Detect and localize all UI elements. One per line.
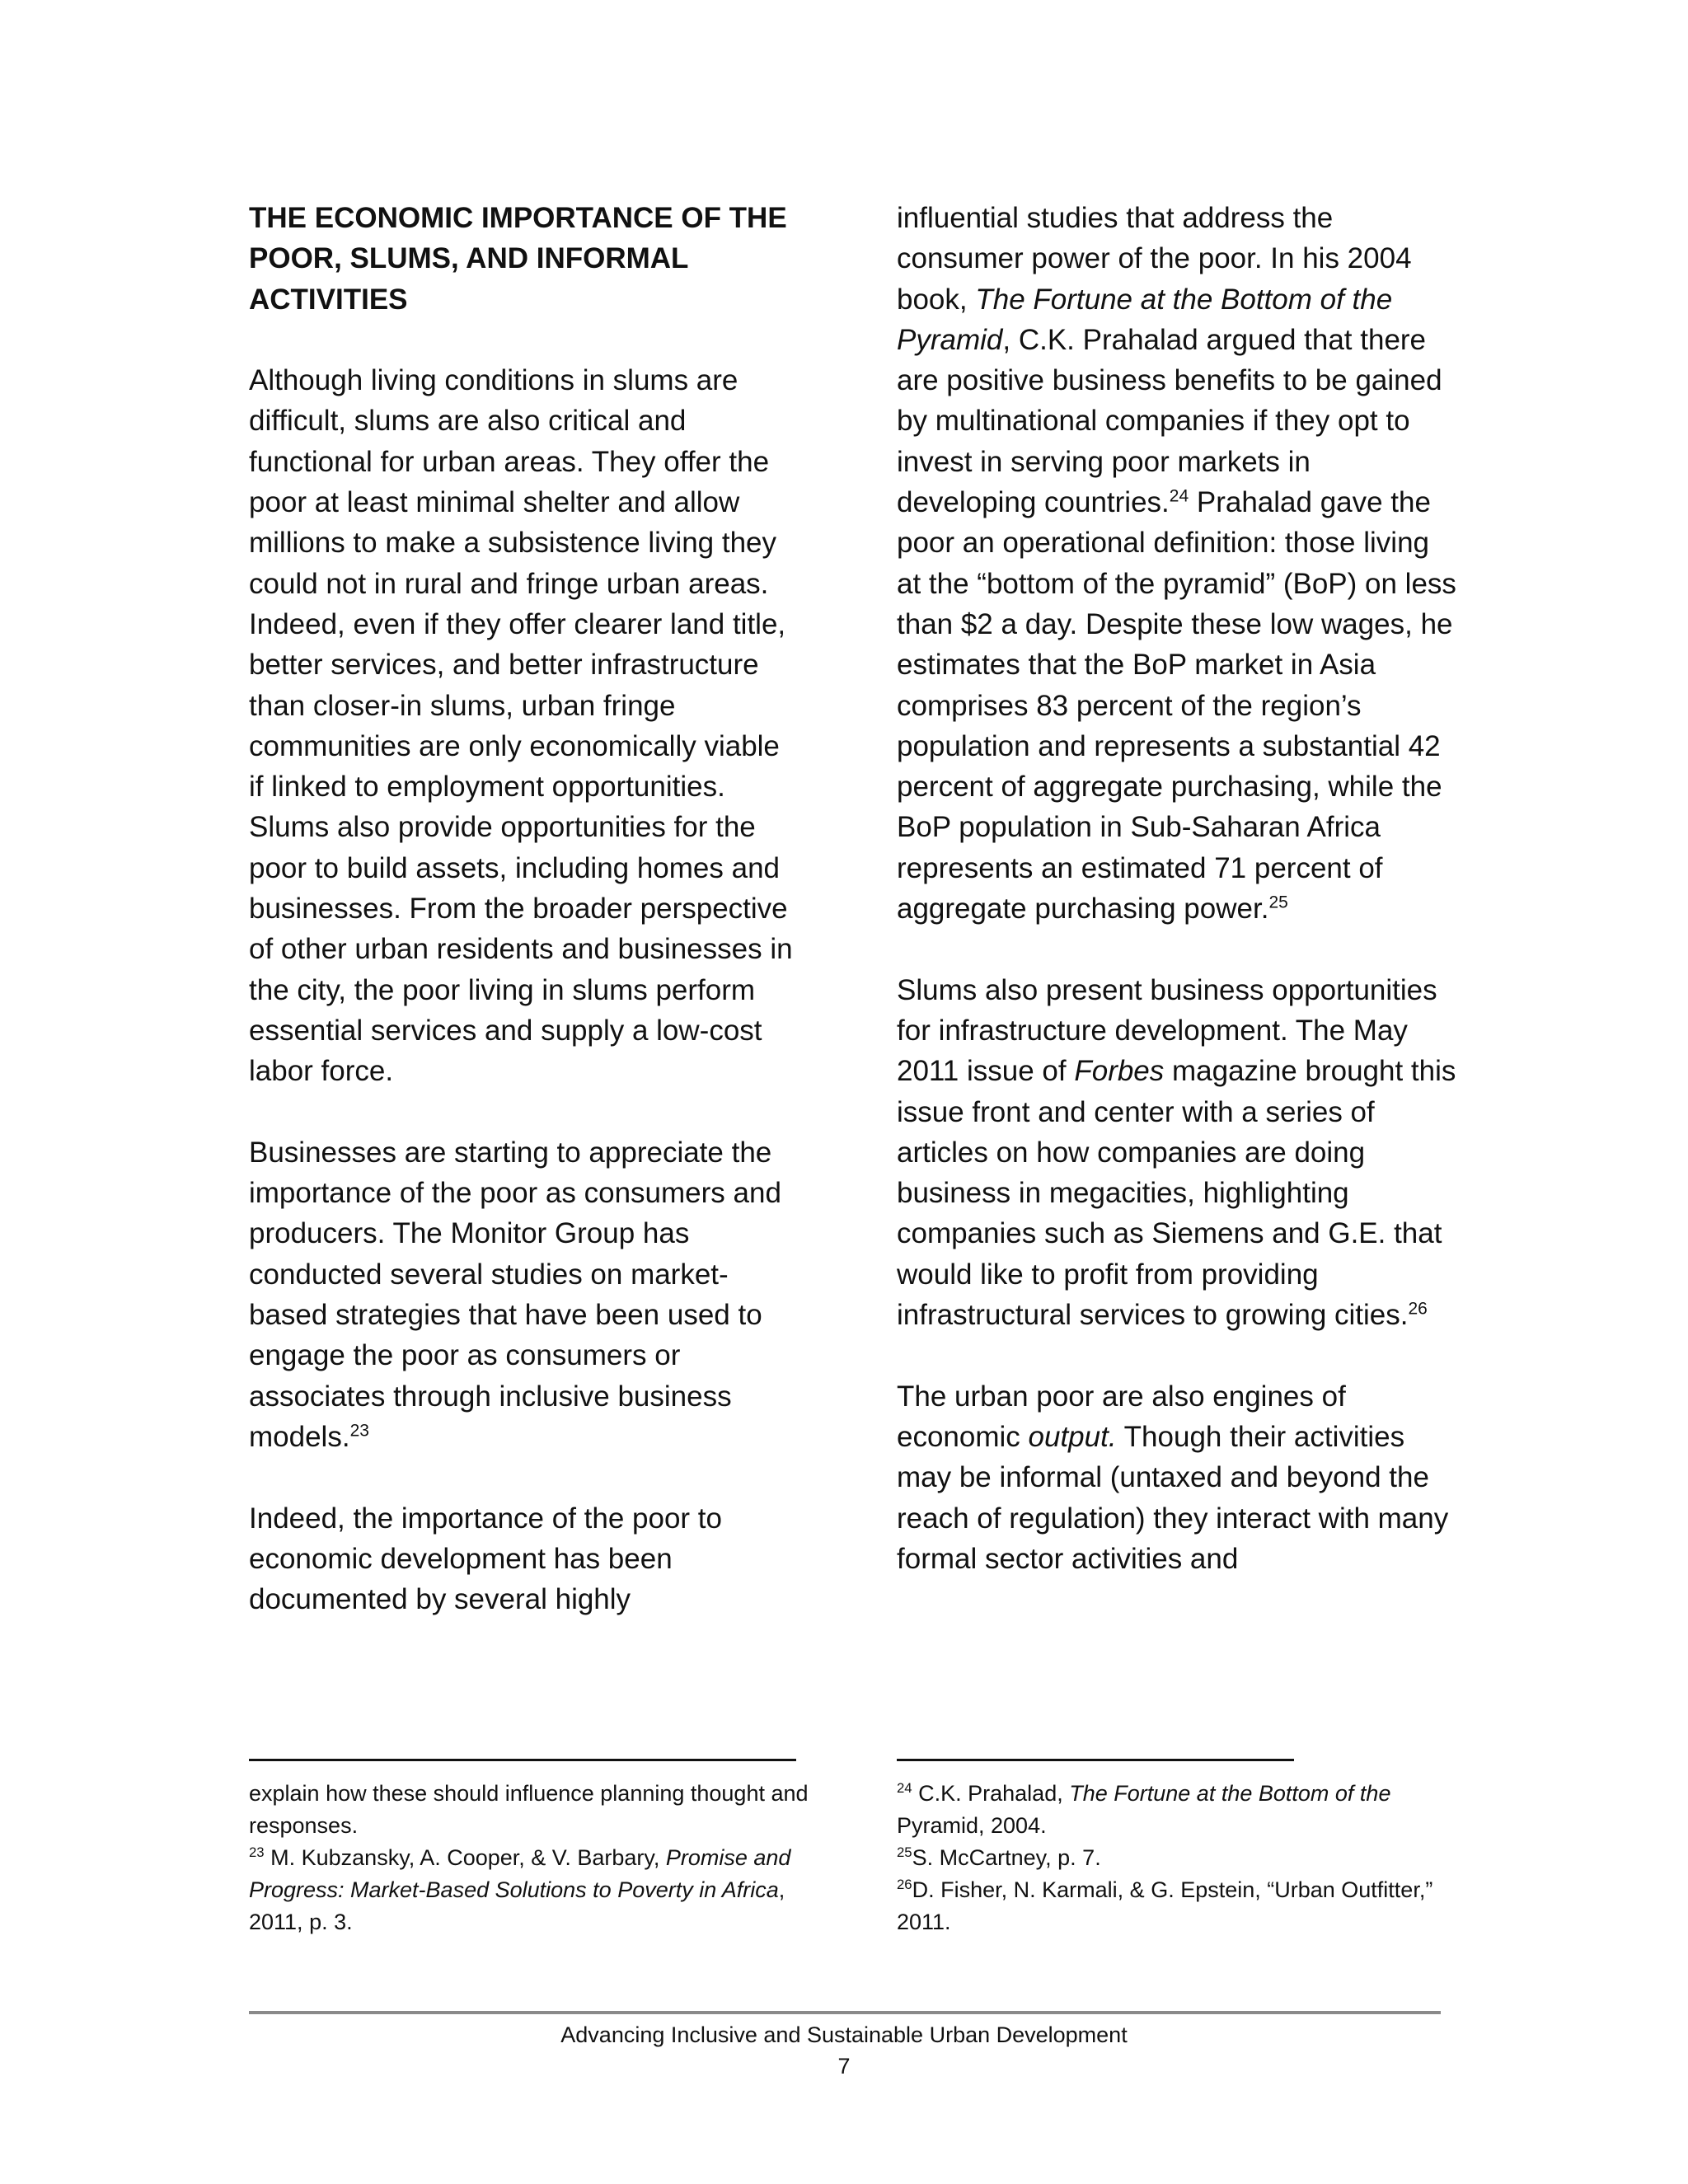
footnotes-left — [249, 1778, 809, 1938]
right-paragraph-2 — [897, 970, 1457, 1336]
footnote-26-text: D. Fisher, N. Karmali, & G. Epstein, “Urban Outfitter,” 2011. — [897, 1877, 1433, 1934]
footnote-25-number: 25 — [897, 1844, 912, 1860]
footnote-ref-25[interactable]: 25 — [1268, 893, 1288, 912]
footnote-23 — [249, 1842, 809, 1938]
footnote-23-title: Promise and Progress: Market-Based Solutions to Poverty in Africa — [249, 1845, 791, 1902]
right-paragraph-3 — [897, 1376, 1457, 1579]
right-p2-text-b: magazine brought this issue front and center with a series of articles on how companies are doing business in megacities, highlighting companies such as Siemens and G.E. that would like to profit from providing infrastructural services to growing cities. — [897, 1055, 1456, 1332]
section-heading: THE ECONOMIC IMPORTANCE OF THE POOR, SLUMS, AND INFORMAL ACTIVITIES — [249, 202, 787, 316]
left-paragraph-1: Although living conditions in slums are difficult, slums are also critical and functional for urban areas. They offer the poor at least minimal shelter and allow millions to make a subsistence living they could not in rural and fringe urban areas. Indeed, even if they offer clearer land title, better services, and better infrastructure than closer-in slums, urban fringe communities are only economically viable if linked to employment opportunities. Slums also provide opportunities for the poor to build assets, including homes and businesses. From the broader perspective of other urban residents and businesses in the city, the poor living in slums perform essential services and supply a low-cost labor force. — [249, 364, 793, 1088]
footnote-divider-right — [897, 1759, 1294, 1761]
footnote-26 — [897, 1874, 1474, 1938]
book-title: The Fortune at the Bottom of the Pyramid — [897, 283, 1393, 356]
footnote-23-text-b: , 2011, p. 3. — [249, 1877, 785, 1934]
left-paragraph-3: Indeed, the importance of the poor to economic development has been documented by several highly — [249, 1502, 722, 1616]
right-p3-text-b: Though their activities may be informal (untaxed and beyond the reach of regulation) they interact with many formal sector activities and — [897, 1420, 1449, 1575]
footnote-25-text: S. McCartney, p. 7. — [912, 1845, 1101, 1870]
magazine-title: Forbes — [1074, 1055, 1165, 1088]
left-paragraph-2 — [249, 1132, 793, 1457]
footnote-25 — [897, 1842, 1474, 1874]
right-column — [897, 198, 1457, 1579]
right-p1-text-c: Prahalad gave the poor an operational definition: those living at the “bottom of the pyramid” (BoP) on less than $2 a day. Despite these low wages, he estimates that the BoP market in Asia comprises 83 percent of the region’s population and represents a substantial 42 percent of aggregate purchasing, while the BoP population in Sub-Saharan Africa represents an estimated 71 percent of aggregate purchasing power. — [897, 486, 1456, 926]
emphasis-output: output. — [1028, 1420, 1117, 1453]
footer-title: Advancing Inclusive and Sustainable Urban Development — [560, 2022, 1128, 2047]
footnote-24-text-a: C.K. Prahalad, — [912, 1781, 1070, 1806]
footnote-ref-24[interactable]: 24 — [1169, 486, 1189, 506]
right-p1-text-b: , C.K. Prahalad argued that there are positive business benefits to be gained by multinational companies if they opt to invest in serving poor markets in developing countries. — [897, 323, 1442, 519]
right-p2-text-a: Slums also present business opportunities for infrastructure development. The May 2011 issue of — [897, 973, 1437, 1088]
page-number: 7 — [837, 2054, 851, 2079]
footnote-24-text-b: Pyramid, 2004. — [897, 1813, 1047, 1838]
footnote-ref-23[interactable]: 23 — [349, 1421, 369, 1441]
footnote-divider-left — [249, 1759, 796, 1761]
left-paragraph-2-text: Businesses are starting to appreciate the importance of the poor as consumers and producers. The Monitor Group has conducted several studies on market-based strategies that have been used to engage the poor as consumers or associates through inclusive business models. — [249, 1136, 781, 1453]
right-paragraph-1 — [897, 198, 1457, 929]
right-p3-text-a: The urban poor are also engines of economic — [897, 1380, 1346, 1453]
footnote-24-title: The Fortune at the Bottom of the — [1069, 1781, 1391, 1806]
footnote-23-number: 23 — [249, 1844, 265, 1860]
footnote-ref-26[interactable]: 26 — [1408, 1299, 1428, 1319]
footnote-24 — [897, 1778, 1474, 1842]
footnote-continuation: explain how these should influence planning thought and responses. — [249, 1781, 809, 1838]
footer-divider — [249, 2011, 1441, 2014]
footnote-23-text-a: M. Kubzansky, A. Cooper, & V. Barbary, — [264, 1845, 666, 1870]
footnotes-right — [897, 1778, 1474, 1938]
footnote-26-number: 26 — [897, 1877, 912, 1892]
footnote-24-number: 24 — [897, 1780, 912, 1796]
right-p1-text-a: influential studies that address the consumer power of the poor. In his 2004 book, — [897, 202, 1412, 316]
left-column — [249, 198, 793, 1619]
